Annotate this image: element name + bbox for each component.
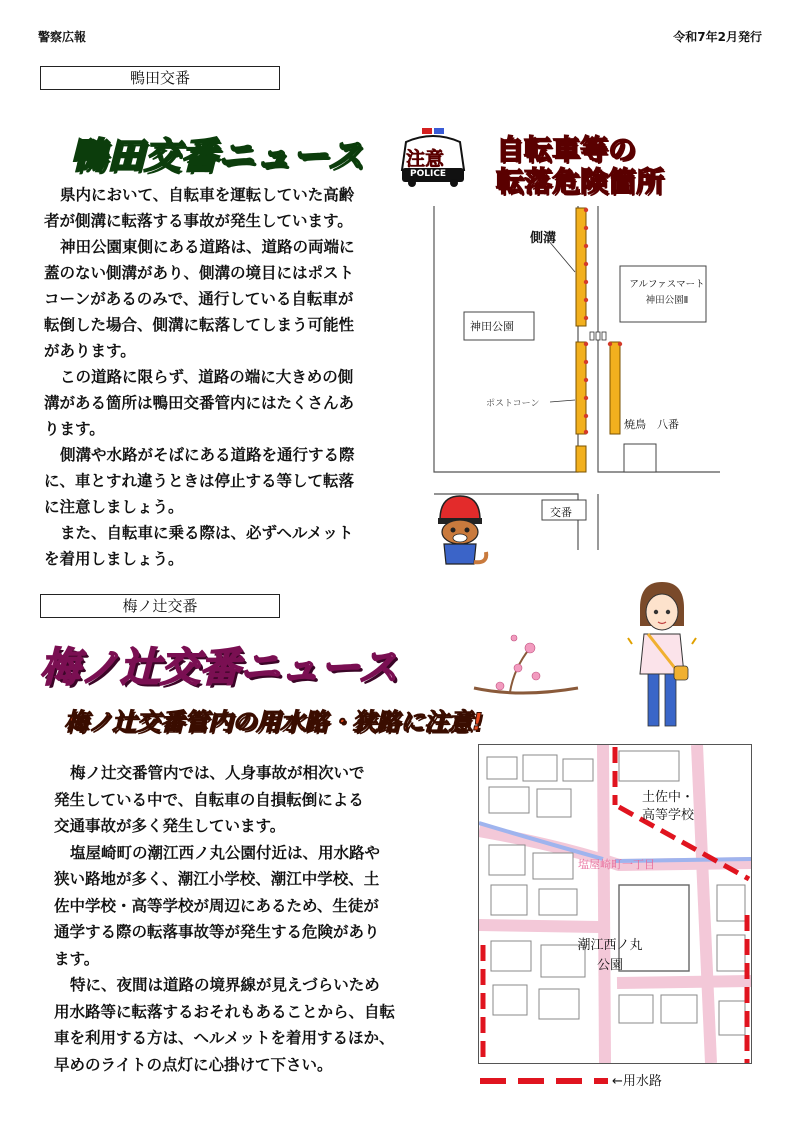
shop-label: 焼鳥 八番 (624, 418, 679, 431)
text-line: 蓋のない側溝があり、側溝の境目にはポスト (44, 264, 355, 282)
text-line: に注意しましょう。 (44, 498, 184, 516)
umenotsuji-news-banner: 梅ノ辻交番ニュース (40, 645, 398, 691)
text-line: この道路に限らず、道路の端に大きめの側 (60, 368, 354, 386)
text-line: 用水路等に転落するおそれもあることから、自転 (54, 1002, 396, 1021)
text-line: があります。 (44, 342, 136, 360)
danger-title-line2: 転落危険箇所 (496, 165, 665, 198)
text-line: を着用しましょう。 (44, 550, 184, 568)
header-right: 令和7年2月発行 (673, 30, 762, 44)
text-line: 神田公園東側にある道路は、道路の両端に (60, 238, 355, 256)
school-label-1: 土佐中・ (642, 790, 695, 805)
text-line: 塩屋崎町の潮江西ノ丸公園付近は、用水路や (70, 843, 381, 862)
text-line: 車を利用する方は、ヘルメットを着用するほか、 (54, 1029, 395, 1047)
umenotsuji-body-text (54, 760, 474, 1078)
text-line: 特に、夜間は道路の境界線が見えづらいため (70, 976, 380, 994)
station-box-kamoda: 鴨田交番 (40, 66, 280, 90)
caution-badge-text: 注意 (406, 148, 445, 170)
school-label-2: 高等学校 (642, 808, 695, 823)
shioyazaki-waterway-map (478, 744, 752, 1064)
gutter-label: 側溝 (530, 231, 557, 246)
girl-character-icon (626, 578, 698, 734)
text-line: 者が側溝に転落する事故が発生しています。 (44, 212, 353, 230)
text-line: 発生している中で、自転車の自損転倒による (54, 790, 364, 809)
text-line: に、車とすれ違うときは停止する等して転落 (44, 472, 355, 490)
cone-label: ポストコーン (486, 399, 540, 409)
text-line: 溝がある箇所は鴨田交番管内にはたくさんあ (44, 394, 355, 412)
park-label-2: 公園 (596, 958, 623, 973)
text-line: ます。 (54, 949, 100, 968)
header-left: 警察広報 (38, 30, 87, 44)
waterway-legend-label: ←用水路 (612, 1074, 662, 1089)
waterway-legend-line (480, 1078, 608, 1084)
kamoda-body-text (44, 182, 434, 572)
text-line: 佐中学校・高等学校が周辺にあるため、生徒が (54, 896, 379, 915)
text-line: また、自転車に乗る際は、必ずヘルメット (60, 524, 354, 542)
text-line: 交通事故が多く発生しています。 (54, 817, 286, 835)
park-label-1: 潮江西ノ丸 (577, 938, 643, 953)
station-box-umenotsuji: 梅ノ辻交番 (40, 594, 280, 618)
text-line: 通学する際の転落事故等が発生する危険があり (54, 923, 380, 941)
text-line: 梅ノ辻交番管内では、人身事故が相次いで (70, 764, 365, 782)
store-label-1: アルファスマート (629, 279, 705, 290)
text-line: 側溝や水路がそばにある道路を通行する際 (60, 446, 355, 464)
danger-title-line1: 自転車等の (496, 133, 637, 166)
police-label: POLICE (410, 169, 447, 179)
police-mascot-icon (430, 492, 490, 570)
park-label: 神田公園 (470, 320, 514, 333)
text-line: コーンがあるのみで、通行している自転車が (44, 290, 354, 308)
kamoda-news-banner: 鴨田交番ニュース (70, 136, 365, 177)
plum-blossom-icon (470, 628, 582, 708)
district-label: 塩屋崎町一丁目 (578, 858, 655, 871)
text-line: 転倒した場合、側溝に転落してしまう可能性 (44, 316, 355, 334)
store-label-2: 神田公園Ⅱ (645, 295, 689, 306)
text-line: 県内において、自転車を運転していた高齢 (60, 186, 355, 204)
text-line: ります。 (44, 420, 105, 438)
koban-label: 交番 (550, 506, 572, 519)
umenotsuji-subtitle: 梅ノ辻交番管内の用水路・狭路に注意! (64, 708, 483, 736)
text-line: 狭い路地が多く、潮江小学校、潮江中学校、土 (54, 870, 380, 888)
text-line: 早めのライトの点灯に心掛けて下さい。 (54, 1055, 333, 1074)
